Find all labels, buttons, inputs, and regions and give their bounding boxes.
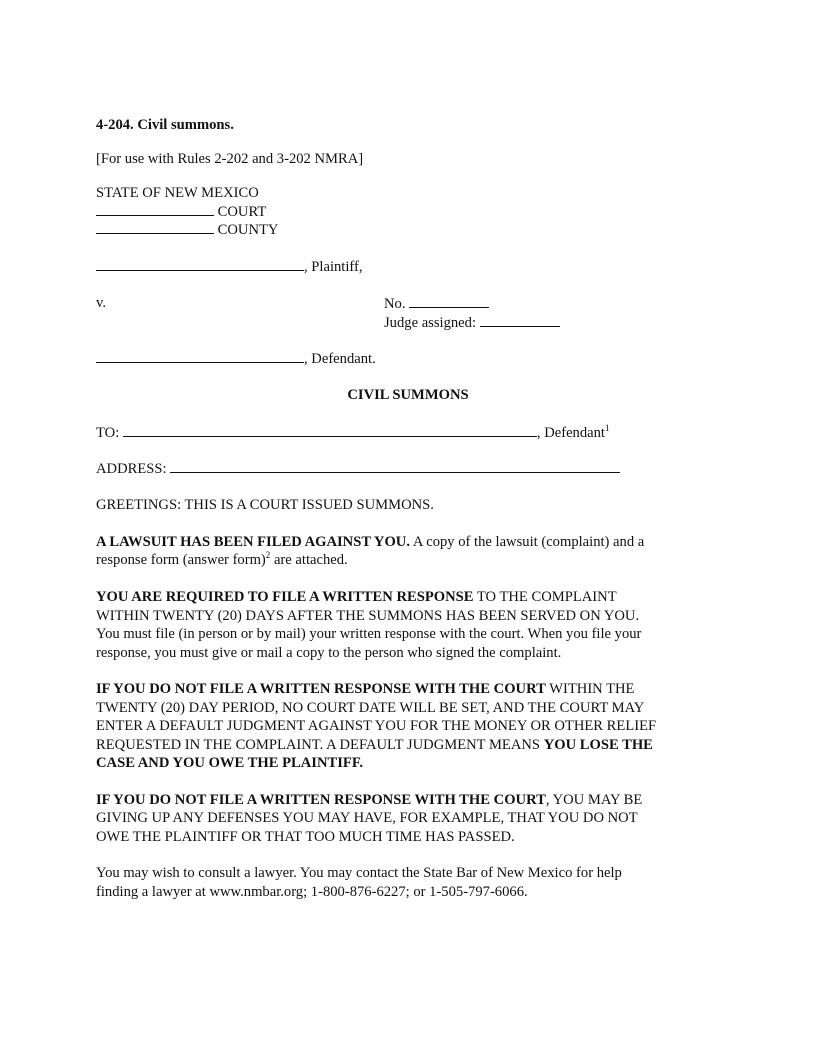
p1-rest: A copy of the lawsuit (complaint) and a (410, 534, 645, 550)
judge-line (384, 313, 560, 332)
court-line (96, 202, 266, 221)
p1-line2-a: response form (answer form) (96, 552, 266, 568)
footnote-ref-2: 2 (265, 550, 271, 561)
case-number-label: No. (384, 296, 406, 312)
court-label: COURT (217, 204, 267, 220)
judge-label: Judge assigned: (384, 315, 477, 331)
p3-line1 (96, 680, 634, 698)
plaintiff-line (96, 257, 363, 276)
document-title: CIVIL SUMMONS (347, 387, 469, 403)
case-number-blank[interactable] (409, 294, 489, 308)
p2-line1 (96, 588, 617, 606)
greetings: GREETINGS: THIS IS A COURT ISSUED SUMMONS. (96, 497, 434, 513)
p3-bold: IF YOU DO NOT FILE A WRITTEN RESPONSE WITH THE COURT (96, 681, 546, 697)
plaintiff-label: , Plaintiff, (304, 259, 363, 275)
county-label: COUNTY (217, 222, 279, 238)
address-line (96, 459, 620, 478)
p1-line1 (96, 533, 644, 551)
address-label: ADDRESS: (96, 461, 167, 477)
p1-line2 (96, 551, 348, 569)
p2-line2: WITHIN TWENTY (20) DAYS AFTER THE SUMMONS HAS BEEN SERVED ON YOU. (96, 608, 640, 624)
p4-line1 (96, 791, 642, 809)
p2-rest: TO THE COMPLAINT (473, 589, 617, 605)
p4-line3: OWE THE PLAINTIFF OR THAT TOO MUCH TIME HAS PASSED. (96, 829, 515, 845)
footnote-ref-1: 1 (604, 423, 610, 434)
p2-line3: You must file (in person or by mail) your written response with the court. When you file your (96, 626, 642, 642)
p1-line2-b: are attached. (270, 552, 348, 568)
p5-line2: finding a lawyer at www.nmbar.org; 1-800-876-6227; or 1-505-797-6066. (96, 884, 528, 900)
p3-rest: WITHIN THE (545, 681, 635, 697)
p3-line3: ENTER A DEFAULT JUDGMENT AGAINST YOU FOR THE MONEY OR OTHER RELIEF (96, 718, 657, 734)
state-line: STATE OF NEW MEXICO (96, 185, 259, 201)
p3-line4-b: YOU LOSE THE (543, 737, 653, 753)
p4-bold: IF YOU DO NOT FILE A WRITTEN RESPONSE WITH THE COURT (96, 792, 546, 808)
use-note: [For use with Rules 2-202 and 3-202 NMRA] (96, 151, 364, 167)
county-line (96, 220, 278, 239)
to-blank[interactable] (123, 423, 537, 437)
p3-line2: TWENTY (20) DAY PERIOD, NO COURT DATE WILL BE SET, AND THE COURT MAY (96, 700, 645, 716)
versus-text: v. (96, 295, 106, 311)
county-blank[interactable] (96, 220, 214, 234)
p1-bold: A LAWSUIT HAS BEEN FILED AGAINST YOU. (96, 534, 410, 550)
court-blank[interactable] (96, 202, 214, 216)
p2-line4: response, you must give or mail a copy to the person who signed the complaint. (96, 645, 562, 661)
defendant-blank[interactable] (96, 349, 304, 363)
p3-line5: CASE AND YOU OWE THE PLAINTIFF. (96, 755, 364, 771)
case-number-line (384, 294, 489, 313)
address-blank[interactable] (170, 459, 620, 473)
rule-heading: 4-204. Civil summons. (96, 117, 234, 133)
to-defendant-label: , Defendant (536, 425, 605, 441)
defendant-line (96, 349, 376, 368)
p3-line4-a: REQUESTED IN THE COMPLAINT. A DEFAULT JUDGMENT MEANS (96, 737, 544, 753)
p4-line2: GIVING UP ANY DEFENSES YOU MAY HAVE, FOR EXAMPLE, THAT YOU DO NOT (96, 810, 638, 826)
p2-bold: YOU ARE REQUIRED TO FILE A WRITTEN RESPONSE (96, 589, 474, 605)
p4-rest: , YOU MAY BE (545, 792, 643, 808)
p3-line4 (96, 736, 653, 754)
judge-blank[interactable] (480, 313, 560, 327)
defendant-label: , Defendant. (304, 351, 376, 367)
plaintiff-blank[interactable] (96, 257, 304, 271)
p5-line1: You may wish to consult a lawyer. You may contact the State Bar of New Mexico for help (96, 865, 622, 881)
to-line (96, 423, 609, 442)
to-label: TO: (96, 425, 120, 441)
